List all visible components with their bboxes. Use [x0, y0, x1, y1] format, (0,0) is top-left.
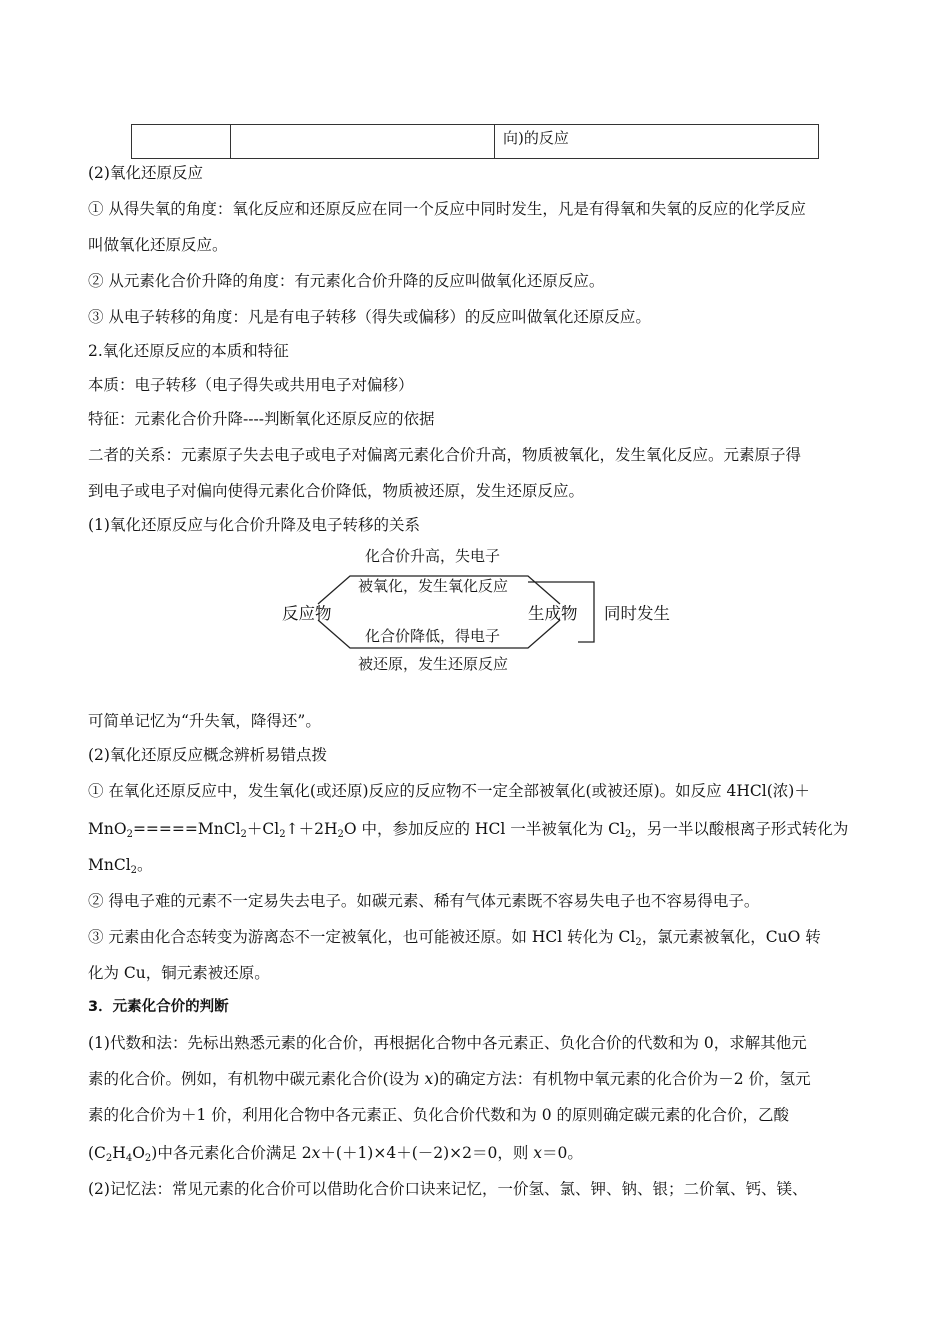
- variable-x: x: [424, 1070, 434, 1088]
- text-run: ＋(＋1)×4＋(－2)×2＝0，则: [320, 1144, 534, 1162]
- variable-x: x: [311, 1144, 321, 1162]
- paragraph-line: ① 在氧化还原反应中，发生氧化(或还原)反应的反应物不一定全部被氧化(或被还原)。如反应 4HCl(浓)＋: [88, 782, 810, 800]
- subscript: 2: [130, 865, 138, 876]
- label-lower-top: 化合价降低，得电子: [365, 627, 501, 645]
- node-reactant: 反应物: [282, 604, 332, 623]
- paragraph-line: ① 从得失氧的角度：氧化反应和还原反应在同一个反应中同时发生，凡是有得氧和失氧的反应的化学反应: [88, 200, 806, 218]
- subscript: 2: [126, 829, 133, 840]
- section-heading: 3．元素化合价的判断: [88, 999, 229, 1015]
- paragraph-line: 素的化合价为＋1 价，利用化合物中各元素正、负化合价代数和为 0 的原则确定碳元素的化合价，乙酸: [88, 1106, 790, 1124]
- paragraph-line: (2)记忆法：常见元素的化合价可以借助化合价口诀来记忆，一价氢、氯、钾、钠、银；二价氧、钙、镁、: [88, 1180, 808, 1198]
- section-heading: 2.氧化还原反应的本质和特征: [88, 342, 289, 360]
- subscript: 2: [337, 829, 344, 840]
- text-run: ，氯元素被氧化，CuO 转: [641, 928, 821, 946]
- paragraph-line: 化为 Cu，铜元素被还原。: [88, 964, 270, 982]
- text-run: 素的化合价。例如，有机物中碳元素化合价(设为: [88, 1070, 425, 1088]
- paragraph-line: 到电子或电子对偏向使得元素化合价降低，物质被还原，发生还原反应。: [88, 482, 585, 500]
- table-cell: 向)的反应: [495, 125, 819, 159]
- text-run: MnCl: [88, 856, 131, 874]
- paragraph-line: [88, 855, 873, 875]
- node-product: 生成物: [528, 604, 578, 623]
- table-cell: [132, 125, 231, 159]
- table-row: [132, 125, 819, 159]
- text-run: O 中，参加反应的 HCl 一半被氧化为 Cl: [343, 820, 625, 838]
- text-run: O: [132, 1144, 145, 1162]
- paragraph-line: [88, 927, 873, 947]
- subscript: 2: [240, 829, 247, 840]
- redox-diagram: [270, 542, 690, 677]
- subscript: 2: [279, 829, 286, 840]
- text-run: )的确定方法：有机物中氧元素的化合价为－2 价，氢元: [433, 1070, 811, 1088]
- section-heading: (2)氧化还原反应: [88, 164, 203, 182]
- label-upper-bottom: 被氧化，发生氧化反应: [358, 577, 509, 595]
- text-run: ③ 元素由化合态转变为游离态不一定被氧化，也可能被还原。如 HCl 转化为 Cl: [88, 928, 636, 946]
- label-lower-bottom: 被还原，发生还原反应: [358, 655, 509, 673]
- text-run: H: [112, 1144, 126, 1162]
- text-run: MnO: [88, 820, 127, 838]
- paragraph-line: 二者的关系：元素原子失去电子或电子对偏离元素化合价升高，物质被氧化，发生氧化反应。元素原子得: [88, 446, 802, 464]
- paragraph-line: ② 从元素化合价升降的角度：有元素化合价升降的反应叫做氧化还原反应。: [88, 272, 605, 290]
- paragraph-line: ② 得电子难的元素不一定易失去电子。如碳元素、稀有气体元素既不容易失电子也不容易得电子。: [88, 892, 760, 910]
- text-run: ↑＋2H: [285, 820, 338, 838]
- variable-x: x: [533, 1144, 543, 1162]
- paragraph-line: 特征：元素化合价升降----判断氧化还原反应的依据: [88, 410, 435, 428]
- table-fragment: [131, 124, 819, 159]
- paragraph-line-equation: [88, 819, 873, 839]
- paragraph-line: 本质：电子转移（电子得失或共用电子对偏移）: [88, 376, 414, 394]
- paragraph-line: ③ 从电子转移的角度：凡是有电子转移（得失或偏移）的反应叫做氧化还原反应。: [88, 308, 651, 326]
- text-run: ＋Cl: [246, 820, 280, 838]
- paragraph-line: (1)代数和法：先标出熟悉元素的化合价，再根据化合物中各元素正、负化合价的代数和为 0，求解其他元: [88, 1034, 807, 1052]
- label-simultaneous: 同时发生: [604, 604, 670, 623]
- subscript: 2: [635, 937, 642, 948]
- text-run: (C: [88, 1144, 106, 1162]
- subscript: 2: [105, 1153, 113, 1164]
- section-heading: (2)氧化还原反应概念辨析易错点拨: [88, 746, 327, 764]
- paragraph-line: $(C_2H_4O_2)$中各元素化合价满足 2x＋(＋1)×4＋(－2)×2＝0，则 x＝0。: [88, 1144, 583, 1164]
- text-run: =====MnCl: [132, 820, 241, 838]
- table-cell: [231, 125, 495, 159]
- section-heading: (1)氧化还原反应与化合价升降及电子转移的关系: [88, 516, 420, 534]
- text-run: )中各元素化合价满足 2: [151, 1144, 312, 1162]
- paragraph-line: 叫做氧化还原反应。: [88, 236, 228, 254]
- paragraph-line: 可简单记忆为“升失氧，降得还”。: [88, 712, 321, 730]
- text-run: ＝0。: [542, 1144, 583, 1162]
- subscript: 2: [624, 829, 632, 840]
- text-run: 。: [137, 856, 153, 874]
- text-run: ，另一半以酸根离子形式转化为: [631, 820, 849, 838]
- label-upper-top: 化合价升高，失电子: [365, 547, 501, 565]
- paragraph-line: [88, 1069, 873, 1089]
- subscript: 2: [144, 1153, 152, 1164]
